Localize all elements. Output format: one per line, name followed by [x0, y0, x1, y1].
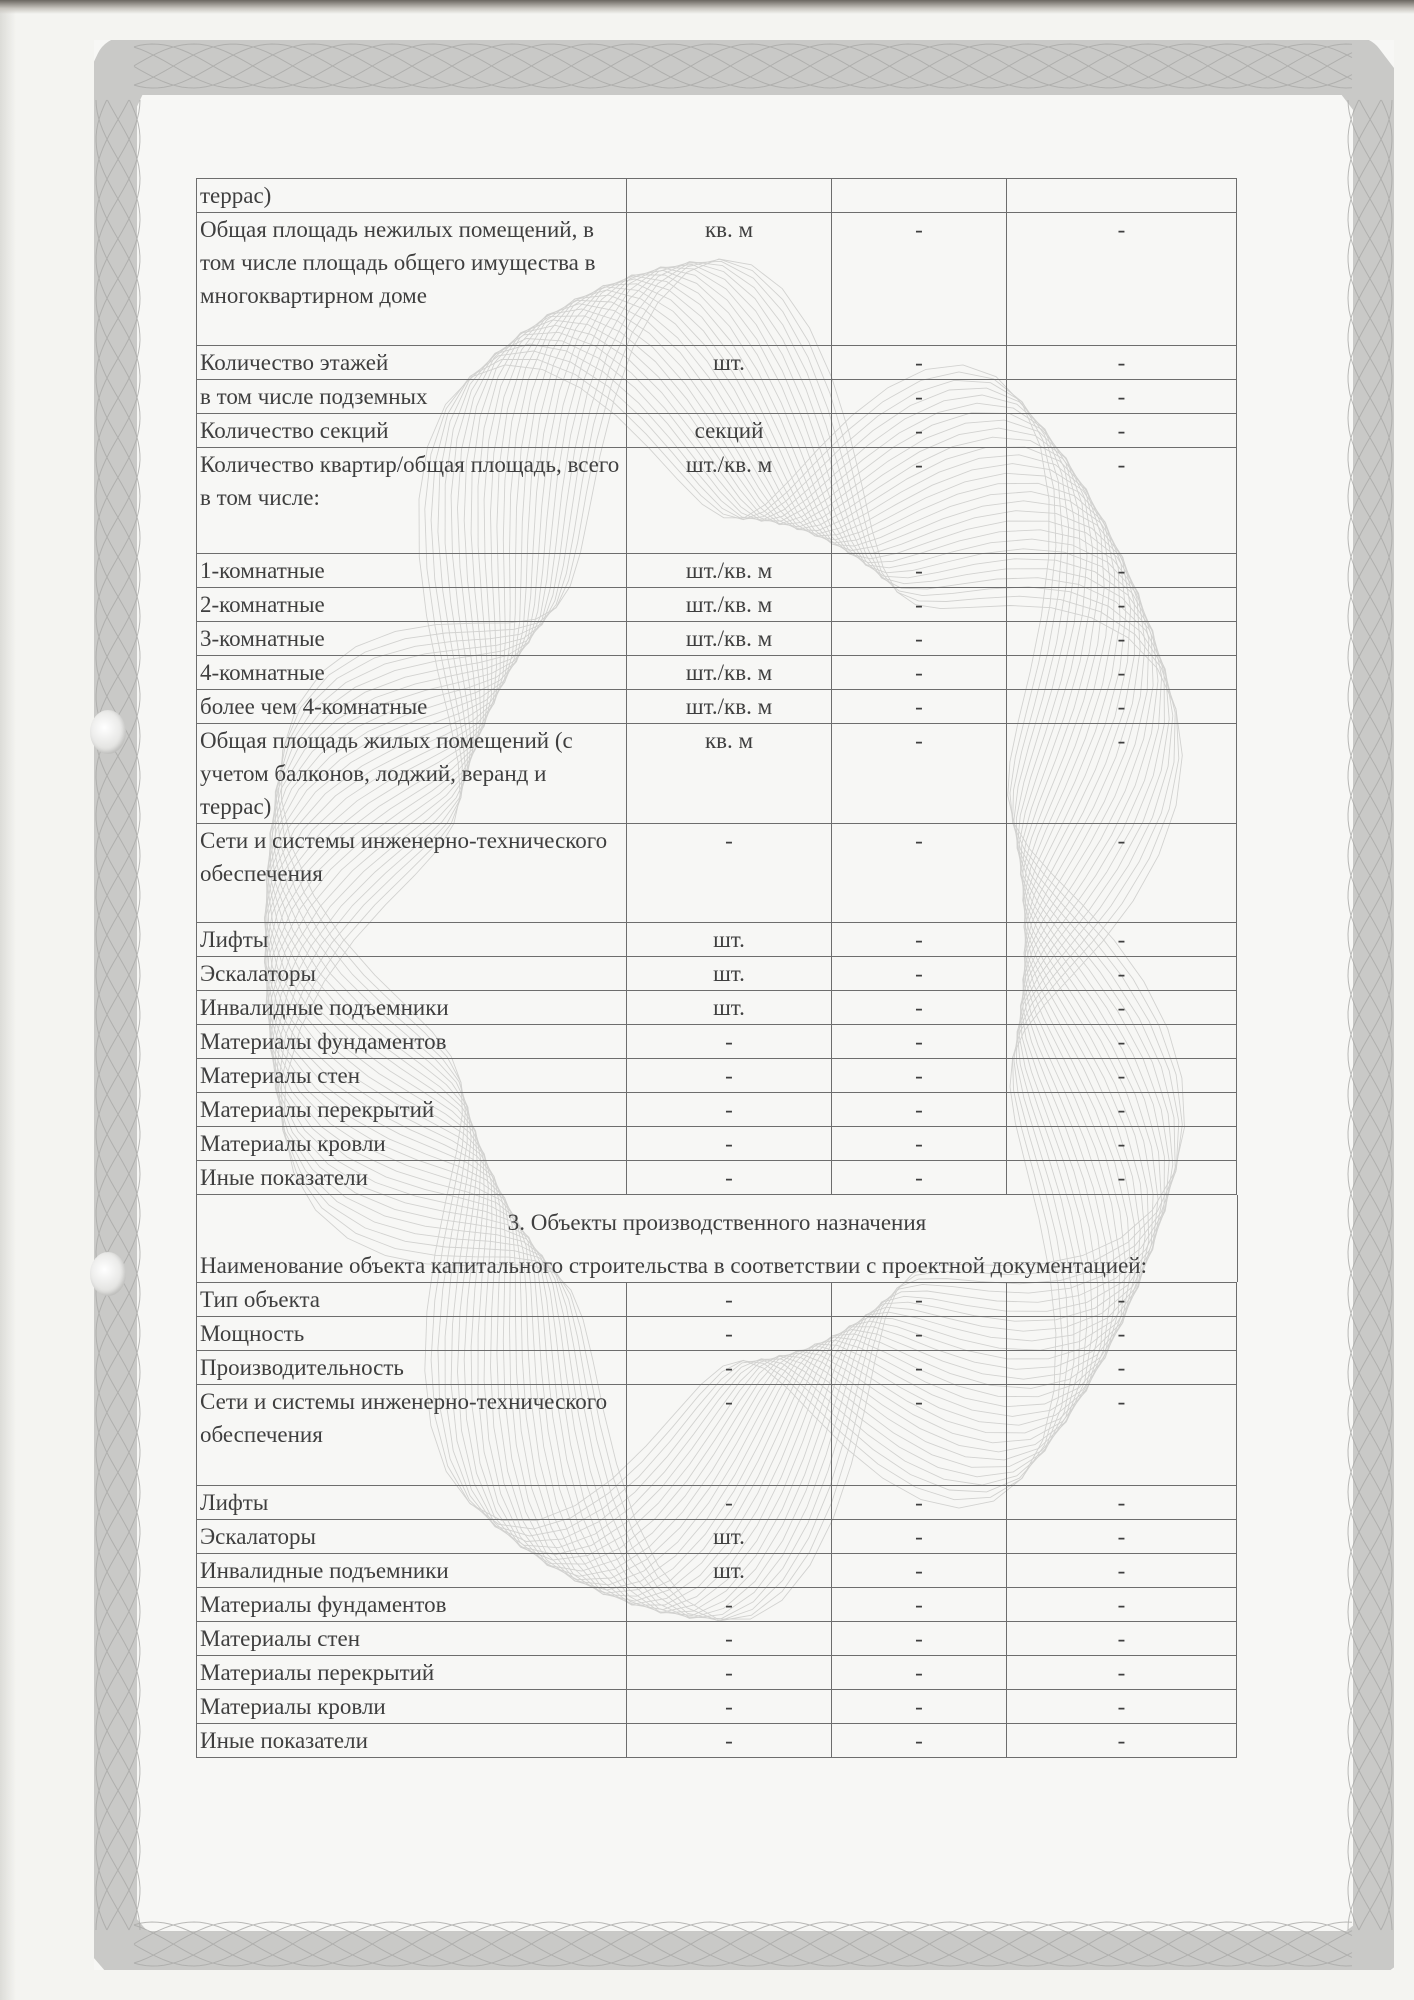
row-value-1: -: [832, 690, 1007, 724]
table-row: [197, 656, 1237, 690]
row-value-2: -: [1007, 346, 1237, 380]
row-value-1: -: [832, 1351, 1007, 1385]
row-value-2: -: [1007, 1588, 1237, 1622]
row-label: Иные показатели: [197, 1724, 627, 1758]
table-row: [197, 1385, 1237, 1486]
table-row: [197, 179, 1237, 213]
row-value-2: -: [1007, 380, 1237, 414]
row-unit: -: [627, 1317, 832, 1351]
row-label: Лифты: [197, 923, 627, 957]
binder-hole-bottom: [90, 1252, 126, 1296]
table-row: [197, 1161, 1237, 1195]
binder-hole-top: [90, 710, 126, 754]
row-unit: -: [627, 1283, 832, 1317]
row-label: в том числе подземных: [197, 380, 627, 414]
row-label: Эскалаторы: [197, 957, 627, 991]
row-value-2: -: [1007, 1724, 1237, 1758]
row-label: Иные показатели: [197, 1161, 627, 1195]
row-value-2: -: [1007, 1486, 1237, 1520]
row-label: Общая площадь жилых помещений (с учетом балконов, лоджий, веранд и террас): [197, 724, 627, 824]
row-value-2: -: [1007, 824, 1237, 923]
row-value-2: -: [1007, 1025, 1237, 1059]
row-value-1: -: [832, 991, 1007, 1025]
row-label: Мощность: [197, 1317, 627, 1351]
row-unit: шт.: [627, 957, 832, 991]
section-3-object-name-label: Наименование объекта капитального строительства в соответствии с проектной документацией:: [196, 1243, 1238, 1282]
row-label: Инвалидные подъемники: [197, 991, 627, 1025]
document-content: [196, 178, 1236, 1758]
row-unit: шт.: [627, 346, 832, 380]
row-label: Сети и системы инженерно-технического обеспечения: [197, 1385, 627, 1486]
row-label: Инвалидные подъемники: [197, 1554, 627, 1588]
table-row: [197, 1724, 1237, 1758]
row-unit: секций: [627, 414, 832, 448]
row-value-1: -: [832, 1317, 1007, 1351]
row-value-1: -: [832, 923, 1007, 957]
table-row: [197, 690, 1237, 724]
row-label: Материалы фундаментов: [197, 1588, 627, 1622]
row-label: Материалы стен: [197, 1622, 627, 1656]
row-unit: -: [627, 1724, 832, 1758]
scan-top-shadow: [0, 0, 1414, 14]
row-value-2: -: [1007, 1690, 1237, 1724]
row-value-2: -: [1007, 1351, 1237, 1385]
row-label: Материалы перекрытий: [197, 1656, 627, 1690]
row-label: Количество этажей: [197, 346, 627, 380]
table-row: [197, 1059, 1237, 1093]
row-value-1: -: [832, 213, 1007, 346]
row-value-1: -: [832, 824, 1007, 923]
row-value-1: -: [832, 1385, 1007, 1486]
row-value-2: -: [1007, 656, 1237, 690]
table-row: [197, 724, 1237, 824]
row-unit: -: [627, 1127, 832, 1161]
row-value-1: -: [832, 1588, 1007, 1622]
row-value-1: -: [832, 1161, 1007, 1195]
table-row: [197, 380, 1237, 414]
table-row: [197, 1351, 1237, 1385]
row-value-1: -: [832, 622, 1007, 656]
row-unit: -: [627, 1059, 832, 1093]
row-value-2: -: [1007, 957, 1237, 991]
row-value-1: -: [832, 1622, 1007, 1656]
row-value-2: -: [1007, 690, 1237, 724]
table-row: [197, 554, 1237, 588]
row-label: Материалы стен: [197, 1059, 627, 1093]
row-unit: шт.: [627, 1554, 832, 1588]
row-value-2: -: [1007, 213, 1237, 346]
row-value-1: -: [832, 1059, 1007, 1093]
row-value-1: -: [832, 724, 1007, 824]
row-label: Материалы кровли: [197, 1127, 627, 1161]
table-row: [197, 824, 1237, 923]
table-row: [197, 1093, 1237, 1127]
row-value-1: -: [832, 554, 1007, 588]
row-value-2: -: [1007, 588, 1237, 622]
row-unit: -: [627, 1351, 832, 1385]
row-value-1: -: [832, 656, 1007, 690]
row-value-1: -: [832, 957, 1007, 991]
row-label: Эскалаторы: [197, 1520, 627, 1554]
row-label: Сети и системы инженерно-технического обеспечения: [197, 824, 627, 923]
row-unit: шт./кв. м: [627, 690, 832, 724]
row-label: Материалы фундаментов: [197, 1025, 627, 1059]
row-value-1: -: [832, 1093, 1007, 1127]
row-label: Тип объекта: [197, 1283, 627, 1317]
table-row: [197, 1317, 1237, 1351]
row-value-2: -: [1007, 414, 1237, 448]
row-value-2: -: [1007, 1283, 1237, 1317]
table-row: [197, 448, 1237, 554]
indicators-table-residential: [196, 178, 1237, 1195]
row-unit: шт./кв. м: [627, 448, 832, 554]
row-value-2: -: [1007, 1093, 1237, 1127]
row-value-2: -: [1007, 923, 1237, 957]
row-unit: -: [627, 824, 832, 923]
row-value-2: -: [1007, 1385, 1237, 1486]
row-label: Количество квартир/общая площадь, всего в том числе:: [197, 448, 627, 554]
table-row: [197, 588, 1237, 622]
row-value-1: -: [832, 588, 1007, 622]
row-unit: кв. м: [627, 724, 832, 824]
row-unit: -: [627, 1025, 832, 1059]
row-unit: шт./кв. м: [627, 656, 832, 690]
table-row: [197, 991, 1237, 1025]
row-value-1: -: [832, 1724, 1007, 1758]
row-label: более чем 4-комнатные: [197, 690, 627, 724]
row-unit: шт.: [627, 1520, 832, 1554]
row-label: 3-комнатные: [197, 622, 627, 656]
row-value-2: -: [1007, 1622, 1237, 1656]
row-label: 2-комнатные: [197, 588, 627, 622]
indicators-table-industrial: [196, 1282, 1237, 1758]
table-row: [197, 1283, 1237, 1317]
row-label: 4-комнатные: [197, 656, 627, 690]
table-row: [197, 957, 1237, 991]
row-value-2: -: [1007, 1656, 1237, 1690]
row-value-1: -: [832, 1656, 1007, 1690]
row-label: Производительность: [197, 1351, 627, 1385]
table-row: [197, 1554, 1237, 1588]
row-value-2: [1007, 179, 1237, 213]
row-value-2: -: [1007, 1127, 1237, 1161]
row-value-1: -: [832, 1690, 1007, 1724]
row-value-2: -: [1007, 1059, 1237, 1093]
table-row: [197, 622, 1237, 656]
row-value-2: -: [1007, 622, 1237, 656]
row-value-2: -: [1007, 1317, 1237, 1351]
row-label: Общая площадь нежилых помещений, в том числе площадь общего имущества в многоквартирном доме: [197, 213, 627, 346]
table-row: [197, 1622, 1237, 1656]
row-value-2: -: [1007, 1554, 1237, 1588]
row-unit: -: [627, 1486, 832, 1520]
row-label: 1-комнатные: [197, 554, 627, 588]
row-unit: шт./кв. м: [627, 554, 832, 588]
table-row: [197, 1486, 1237, 1520]
row-value-2: -: [1007, 1161, 1237, 1195]
row-value-1: [832, 179, 1007, 213]
row-unit: кв. м: [627, 213, 832, 346]
row-unit: -: [627, 1161, 832, 1195]
row-value-1: -: [832, 448, 1007, 554]
row-label: террас): [197, 179, 627, 213]
table-row: [197, 414, 1237, 448]
row-unit: шт.: [627, 923, 832, 957]
table-row: [197, 1690, 1237, 1724]
scan-left-edge: [0, 0, 16, 2000]
row-label: Материалы кровли: [197, 1690, 627, 1724]
row-value-1: -: [832, 1283, 1007, 1317]
table-row: [197, 213, 1237, 346]
row-value-1: -: [832, 1127, 1007, 1161]
row-unit: шт./кв. м: [627, 588, 832, 622]
row-value-2: -: [1007, 554, 1237, 588]
row-unit: -: [627, 1588, 832, 1622]
row-unit: -: [627, 1622, 832, 1656]
row-unit: -: [627, 1093, 832, 1127]
row-value-1: -: [832, 1486, 1007, 1520]
row-unit: [627, 380, 832, 414]
row-label: Лифты: [197, 1486, 627, 1520]
row-value-1: -: [832, 380, 1007, 414]
row-unit: шт./кв. м: [627, 622, 832, 656]
row-value-1: -: [832, 346, 1007, 380]
row-unit: -: [627, 1385, 832, 1486]
row-value-2: -: [1007, 991, 1237, 1025]
row-unit: шт.: [627, 991, 832, 1025]
table-row: [197, 1127, 1237, 1161]
row-value-1: -: [832, 1520, 1007, 1554]
table-row: [197, 1588, 1237, 1622]
row-unit: -: [627, 1656, 832, 1690]
row-value-2: -: [1007, 724, 1237, 824]
row-value-2: -: [1007, 1520, 1237, 1554]
row-value-2: -: [1007, 448, 1237, 554]
row-label: Количество секций: [197, 414, 627, 448]
row-value-1: -: [832, 414, 1007, 448]
row-label: Материалы перекрытий: [197, 1093, 627, 1127]
table-row: [197, 1520, 1237, 1554]
row-value-1: -: [832, 1025, 1007, 1059]
table-row: [197, 346, 1237, 380]
table-row: [197, 923, 1237, 957]
section-3-title: 3. Объекты производственного назначения: [196, 1195, 1238, 1243]
row-unit: -: [627, 1690, 832, 1724]
row-value-1: -: [832, 1554, 1007, 1588]
row-unit: [627, 179, 832, 213]
table-row: [197, 1656, 1237, 1690]
table-row: [197, 1025, 1237, 1059]
